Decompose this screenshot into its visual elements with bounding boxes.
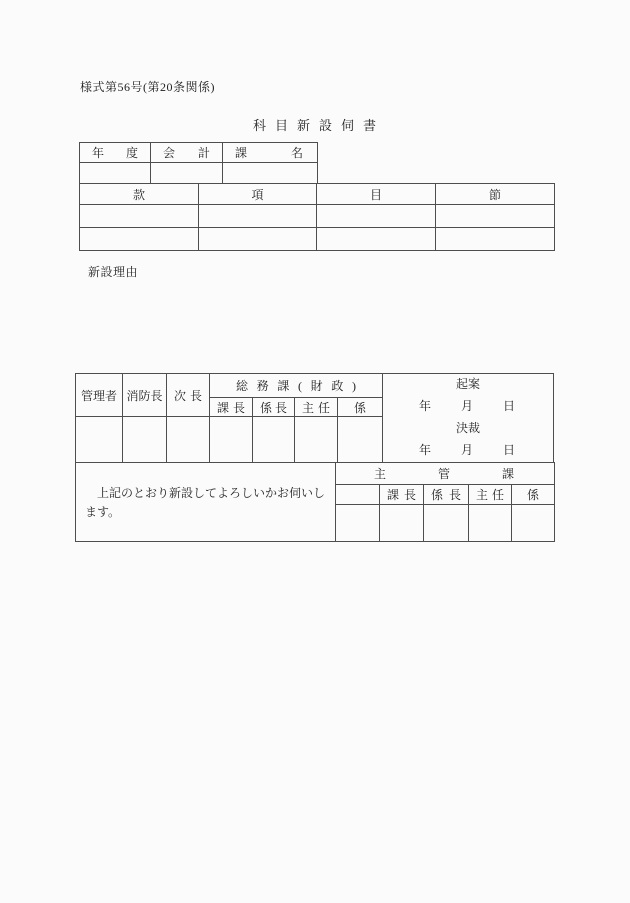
- approval-upper-section: [75, 373, 554, 463]
- signature-cell: [76, 417, 123, 463]
- signature-cell: [469, 505, 512, 542]
- classification-header-kan: 款: [80, 184, 199, 205]
- info-header-section-label: 課名: [235, 146, 303, 160]
- classification-input-cell: [199, 228, 317, 251]
- signature-cell: [380, 505, 424, 542]
- document-title: 科目新設伺書: [252, 118, 385, 133]
- info-table: [79, 142, 318, 184]
- classification-input-cell: [80, 228, 199, 251]
- info-header-year-label: 年度: [92, 146, 138, 160]
- draft-date-label: 年月日: [419, 399, 515, 413]
- ms-subheader-subsection-chief: [424, 485, 469, 505]
- ga-subheader-subsection-chief-label: 係長: [260, 400, 287, 415]
- signer-header-manager: 管理者: [76, 374, 123, 417]
- request-text-cell: [75, 462, 336, 542]
- info-input-account-cell: [151, 163, 223, 184]
- signature-cell: [295, 417, 338, 463]
- classification-input-cell: [317, 205, 436, 228]
- signer-header-deputy-chief: [167, 374, 210, 417]
- ms-subheader-section-chief: [380, 485, 424, 505]
- signature-cell: [338, 417, 383, 463]
- general-affairs-header-label: 総務課(財政): [236, 379, 356, 394]
- classification-header-moku: 目: [317, 184, 436, 205]
- classification-table: [79, 183, 555, 251]
- signature-cell: [210, 417, 253, 463]
- ga-subheader-subsection-chief: [253, 398, 295, 417]
- info-header-year: [80, 143, 151, 163]
- approval-label: 決裁: [455, 421, 480, 435]
- info-header-account: [151, 143, 223, 163]
- signer-header-deputy-chief-label: 次長: [174, 388, 202, 403]
- reason-label: 新設理由: [88, 265, 139, 279]
- managing-section-blank-cell: [336, 485, 380, 505]
- signature-cell: [123, 417, 167, 463]
- ms-subheader-senior-staff-label: 主任: [476, 488, 504, 502]
- signature-cell: [167, 417, 210, 463]
- managing-section-header: [336, 463, 555, 485]
- signature-cell: [253, 417, 295, 463]
- ga-subheader-section-chief: [210, 398, 253, 417]
- managing-section-table: [335, 462, 555, 542]
- managing-section-header-label: 主管課: [374, 467, 514, 481]
- ga-subheader-section-chief-label: 課長: [217, 400, 245, 415]
- classification-input-cell: [199, 205, 317, 228]
- signer-header-fire-chief: 消防長: [123, 374, 167, 417]
- form-number-label: 様式第56号(第20条関係): [80, 80, 215, 94]
- ga-subheader-senior-staff: [295, 398, 338, 417]
- ms-subheader-subsection-chief-label: 係長: [431, 488, 461, 502]
- signature-cell: [336, 505, 380, 542]
- approval-date-label: 年月日: [419, 443, 515, 457]
- signature-cell: [512, 505, 555, 542]
- info-header-section: [223, 143, 318, 163]
- ms-subheader-staff: 係: [512, 485, 555, 505]
- approval-lower-section: [75, 462, 555, 542]
- top-tables: [79, 142, 555, 251]
- classification-input-cell: [80, 205, 199, 228]
- ga-subheader-senior-staff-label: 主任: [302, 400, 330, 415]
- approval-table: [75, 373, 555, 542]
- processing-panel: [383, 374, 554, 463]
- classification-input-cell: [436, 228, 555, 251]
- info-header-account-label: 会計: [163, 146, 210, 160]
- classification-input-cell: [436, 205, 555, 228]
- info-input-year-cell: [80, 163, 151, 184]
- ms-subheader-section-chief-label: 課長: [387, 488, 416, 502]
- signature-cell: [424, 505, 469, 542]
- draft-label: 起案: [455, 377, 480, 391]
- ga-subheader-staff: 係: [338, 398, 383, 417]
- ms-subheader-senior-staff: [469, 485, 512, 505]
- general-affairs-header: [210, 374, 383, 398]
- classification-header-ko: 項: [199, 184, 317, 205]
- request-text: 上記のとおり新設してよろしいかお伺いします。: [85, 486, 326, 519]
- classification-input-cell: [317, 228, 436, 251]
- classification-header-setsu: 節: [436, 184, 555, 205]
- info-input-section-cell: [223, 163, 318, 184]
